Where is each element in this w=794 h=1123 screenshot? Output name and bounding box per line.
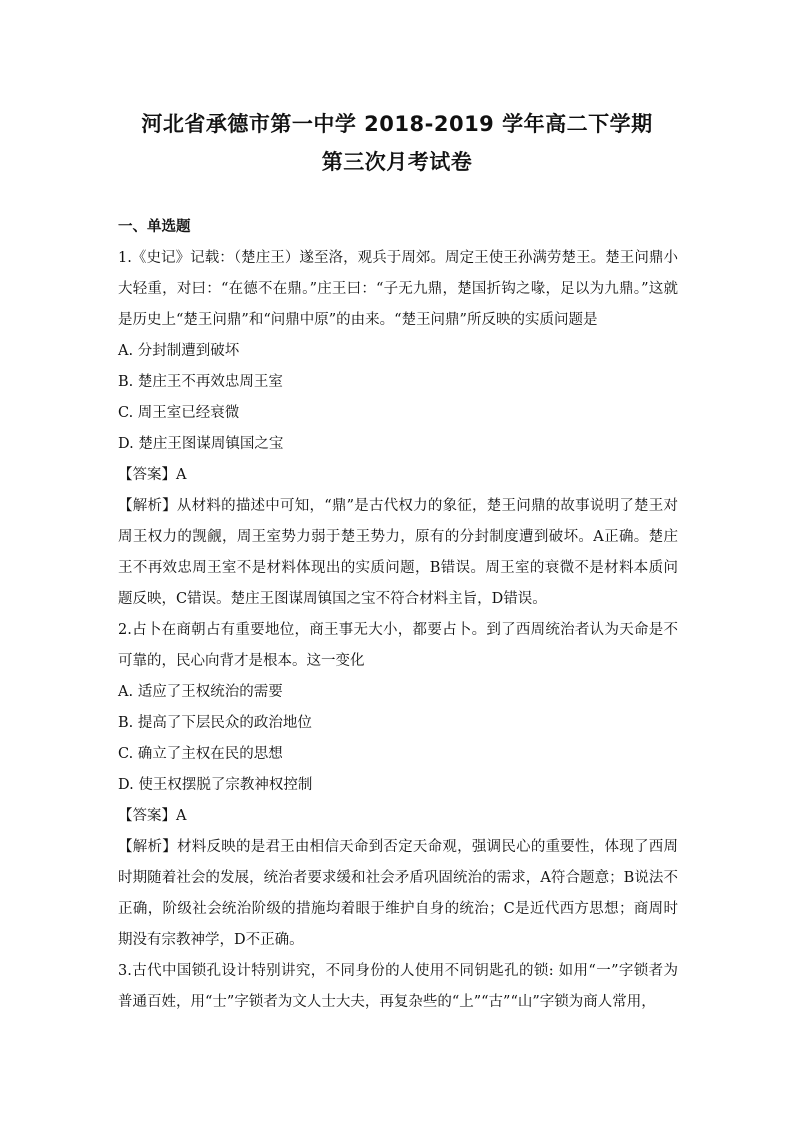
answer-label: 【答案】 (118, 467, 176, 483)
exam-title-line1: 河北省承德市第一中学 2018-2019 学年高二下学期 (141, 112, 653, 136)
section-title: 一、单选题 (118, 219, 191, 235)
option-b: B. 提高了下层民众的政治地位 (118, 715, 312, 731)
answer-label: 【答案】 (118, 808, 176, 824)
option-c: C. 周王室已经衰微 (118, 405, 240, 421)
option-c: C. 确立了主权在民的思想 (118, 746, 283, 762)
analysis-line (118, 832, 678, 956)
option-d: D. 使王权摆脱了宗教神权控制 (118, 777, 313, 793)
analysis-line (118, 491, 678, 615)
question-stem: 3.古代中国锁孔设计特别讲究，不同身份的人使用不同钥匙孔的锁: 如用“一”字锁者为普通百姓，用“士”字锁者为文人士大夫，再复杂些的“上”“古”“山”字锁为商人常用， (118, 963, 678, 1010)
question-2 (118, 615, 678, 956)
option-a: A. 适应了王权统治的需要 (118, 684, 283, 700)
option-d: D. 楚庄王图谋周镇国之宝 (118, 436, 284, 452)
exam-title-line2: 第三次月考试卷 (321, 150, 473, 174)
analysis-label: 【解析】 (118, 839, 177, 855)
analysis-text: 从材料的描述中可知，“鼎”是古代权力的象征，楚王问鼎的故事说明了楚王对周王权力的觊觎，周王室势力弱于楚王势力，原有的分封制度遭到破坏。A正确。楚庄王不再效忠周王室不是材料体现出的实质问题，B错误。周王室的衰微不是材料本质问题反映，C错误。楚庄王图谋周镇国之宝不符合材料主旨，D错误。 (118, 498, 679, 607)
answer-value: A (176, 808, 187, 824)
answer-value: A (176, 467, 187, 483)
analysis-label: 【解析】 (118, 498, 177, 514)
question-1 (118, 243, 678, 615)
exam-content (118, 212, 678, 1018)
analysis-text: 材料反映的是君王由相信天命到否定天命观，强调民心的重要性，体现了西周时期随着社会的发展，统治者要求缓和社会矛盾巩固统治的需求，A符合题意；B说法不正确，阶级社会统治阶级的措施均着眼于维护自身的统治；C是近代西方思想；商周时期没有宗教神学，D不正确。 (118, 839, 679, 948)
question-stem: 1.《史记》记载：（楚庄王）遂至洛，观兵于周郊。周定王使王孙满劳楚王。楚王问鼎小大轻重，对曰：“在德不在鼎。”庄王曰：“子无九鼎，楚国折钩之喙，足以为九鼎。”这就是历史上“楚王问鼎”和“问鼎中原”的由来。“楚王问鼎”所反映的实质问题是 (118, 250, 678, 328)
question-3 (118, 956, 678, 1018)
option-b: B. 楚庄王不再效忠周王室 (118, 374, 283, 390)
answer-line (118, 460, 678, 491)
option-a: A. 分封制遭到破坏 (118, 343, 240, 359)
answer-line (118, 801, 678, 832)
question-stem: 2.占卜在商朝占有重要地位，商王事无大小，都要占卜。到了西周统治者认为天命是不可靠的，民心向背才是根本。这一变化 (118, 622, 678, 669)
